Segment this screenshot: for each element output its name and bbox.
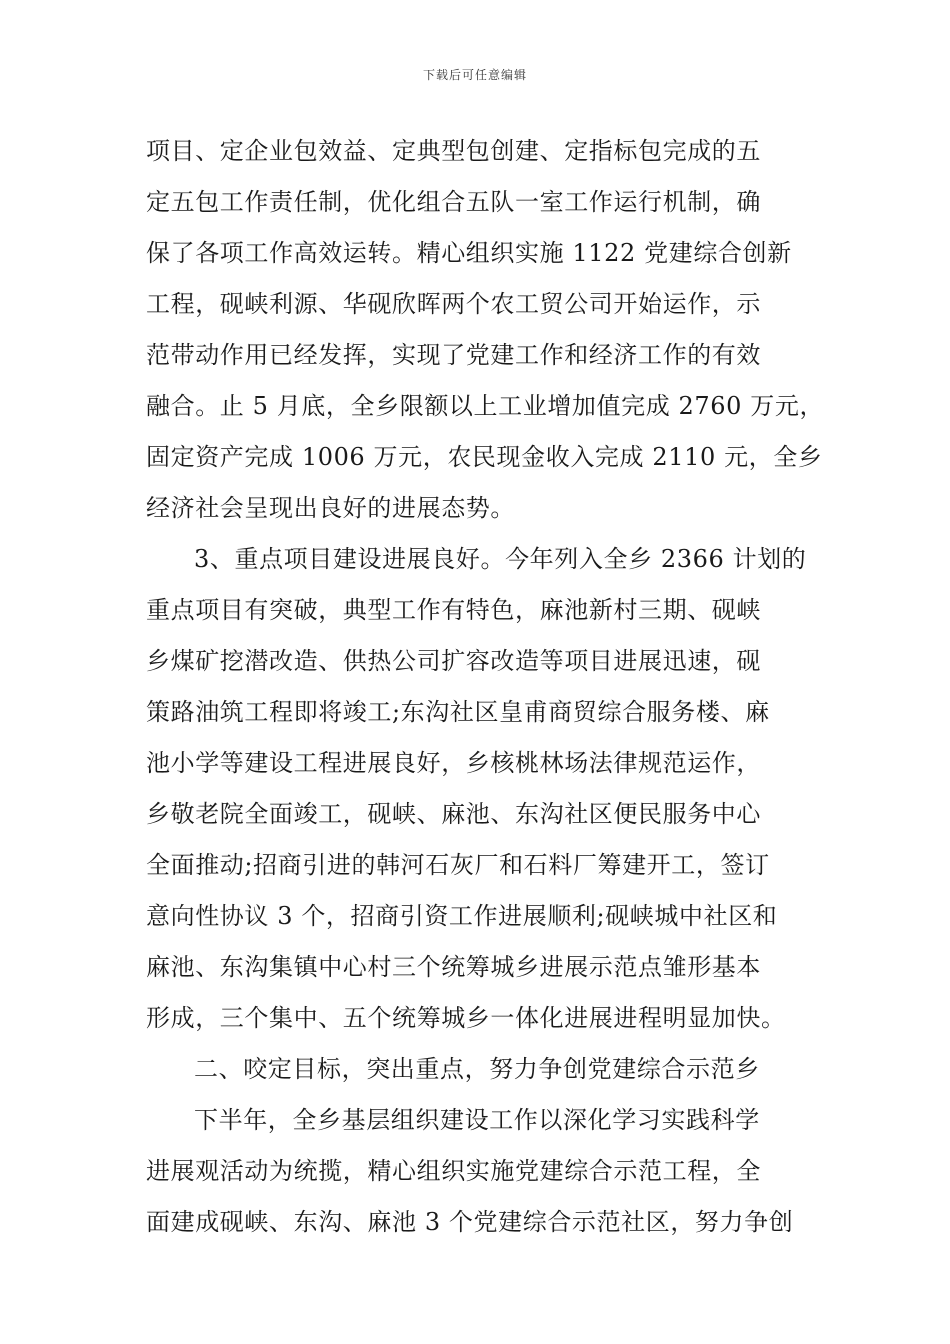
text-line: 经济社会呈现出良好的进展态势。 xyxy=(146,494,515,522)
text-line: 定五包工作责任制，优化组合五队一室工作运行机制，确 xyxy=(146,188,761,216)
section-title: 二、咬定目标，突出重点，努力争创党建综合示范乡 xyxy=(194,1055,760,1083)
text-line: 乡煤矿挖潜改造、供热公司扩容改造等项目进展迅速，砚 xyxy=(146,647,761,675)
text-line: 乡敬老院全面竣工，砚峡、麻池、东沟社区便民服务中心 xyxy=(146,800,761,828)
text-line: 池小学等建设工程进展良好，乡核桃林场法律规范运作， xyxy=(146,749,761,777)
text-line: 工程，砚峡利源、华砚欣晖两个农工贸公司开始运作，示 xyxy=(146,290,761,318)
text-line: 形成，三个集中、五个统筹城乡一体化进展进程明显加快。 xyxy=(146,1004,786,1032)
page-header: 下载后可任意编辑 xyxy=(422,68,527,82)
text-line: 意向性协议 3 个，招商引资工作进展顺利;砚峡城中社区和 xyxy=(146,902,778,930)
text-line: 固定资产完成 1006 万元，农民现金收入完成 2110 元，全乡 xyxy=(146,443,823,471)
text-line: 全面推动;招商引进的韩河石灰厂和石料厂筹建开工，签订 xyxy=(146,851,770,879)
document-body xyxy=(146,126,825,1248)
text-line: 麻池、东沟集镇中心村三个统筹城乡进展示范点雏形基本 xyxy=(146,953,761,981)
text-line: 面建成砚峡、东沟、麻池 3 个党建综合示范社区，努力争创 xyxy=(146,1208,794,1236)
text-line: 项目、定企业包效益、定典型包创建、定指标包完成的五 xyxy=(146,137,761,165)
text-line: 重点项目有突破，典型工作有特色，麻池新村三期、砚峡 xyxy=(146,596,761,624)
text-line: 策路油筑工程即将竣工;东沟社区皇甫商贸综合服务楼、麻 xyxy=(146,698,770,726)
text-line: 保了各项工作高效运转。精心组织实施 1122 党建综合创新 xyxy=(146,239,792,267)
text-line: 下半年，全乡基层组织建设工作以深化学习实践科学 xyxy=(194,1106,760,1134)
section-heading-line: 3、重点项目建设进展良好。今年列入全乡 2366 计划的 xyxy=(194,545,807,573)
text-line: 进展观活动为统揽，精心组织实施党建综合示范工程，全 xyxy=(146,1157,761,1185)
text-line: 融合。止 5 月底，全乡限额以上工业增加值完成 2760 万元， xyxy=(146,392,825,420)
text-line: 范带动作用已经发挥，实现了党建工作和经济工作的有效 xyxy=(146,341,761,369)
